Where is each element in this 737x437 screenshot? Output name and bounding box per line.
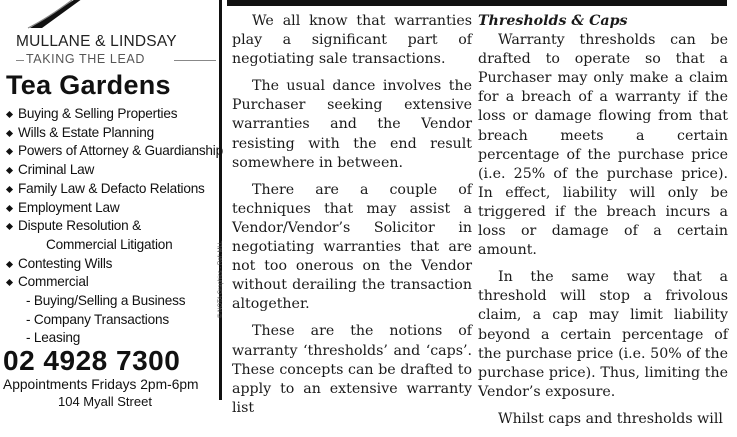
article-paragraph: We all know that warranties play a significant part of negotiating sale transactions. (232, 13, 472, 68)
service-item: - Leasing (26, 330, 81, 346)
service-item: Criminal Law (6, 161, 222, 180)
article-paragraph: The usual dance involves the Purchaser seeking extensive warranties and the Vendor resisting with the end result somewhere in between. (232, 78, 472, 171)
service-item: Employment Law (6, 199, 222, 218)
section-heading: Thresholds & Caps (478, 13, 628, 29)
service-item: Commercial Litigation (46, 236, 173, 252)
service-item: - Company Transactions (26, 311, 169, 327)
article-column-1 (232, 12, 472, 426)
ad-credit: © NOTA Graphics - Ref: MLL (218, 240, 224, 318)
service-item: Powers of Attorney & Guardianship (6, 142, 222, 161)
article-paragraph: In the same way that a threshold will stop a frivolous claim, a cap may limit liability beyond a certain percentage of the purchase price (i.e. 50% of the purchase price). Thus, limiting the Vendor’s exposure. (478, 269, 728, 400)
article-paragraph: These are the notions of warranty ‘thresholds’ and ‘caps’. These concepts can be drafted to apply to an extensive warranty list (232, 323, 472, 416)
article-column-2 (478, 12, 728, 437)
office-location: Tea Gardens (6, 70, 171, 100)
service-item: Wills & Estate Planning (6, 124, 222, 143)
article-paragraph: There are a couple of techniques that may assist a Vendor/Vendor’s Solicitor in negotiating warranties that are not too onerous on the Vendor without derailing the transaction altogether. (232, 181, 472, 313)
service-item: Dispute Resolution & (6, 217, 222, 236)
article-paragraph: Warranty thresholds can be drafted to operate so that a Purchaser may only make a claim for a breach of a warranty if the loss or damage flowing from that breach meets a certain percentage of the purchase price (i.e. 25% of the purchase price). In effect, liability will only be triggered if the breach incurs a loss or damage of a certain amount. (478, 32, 728, 259)
article-header-bar (227, 0, 727, 6)
service-item: Contesting Wills (6, 255, 222, 274)
service-item: Family Law & Defacto Relations (6, 180, 222, 199)
logo-swoosh-icon (28, 0, 86, 28)
firm-name: MULLANE & LINDSAY (16, 33, 177, 50)
phone-number: 02 4928 7300 (3, 345, 181, 376)
firm-tagline: TAKING THE LEAD (26, 52, 145, 66)
street-address: 104 Myall Street (58, 394, 152, 409)
service-item: Buying & Selling Properties (6, 105, 222, 124)
law-firm-advertisement (0, 0, 224, 409)
services-list (6, 105, 222, 348)
article-paragraph: Whilst caps and thresholds will (498, 410, 723, 427)
column-2-paragraphs (478, 31, 728, 429)
service-item: - Buying/Selling a Business (26, 293, 186, 309)
service-item: Commercial (6, 273, 222, 292)
appointment-hours: Appointments Fridays 2pm-6pm (3, 377, 199, 392)
